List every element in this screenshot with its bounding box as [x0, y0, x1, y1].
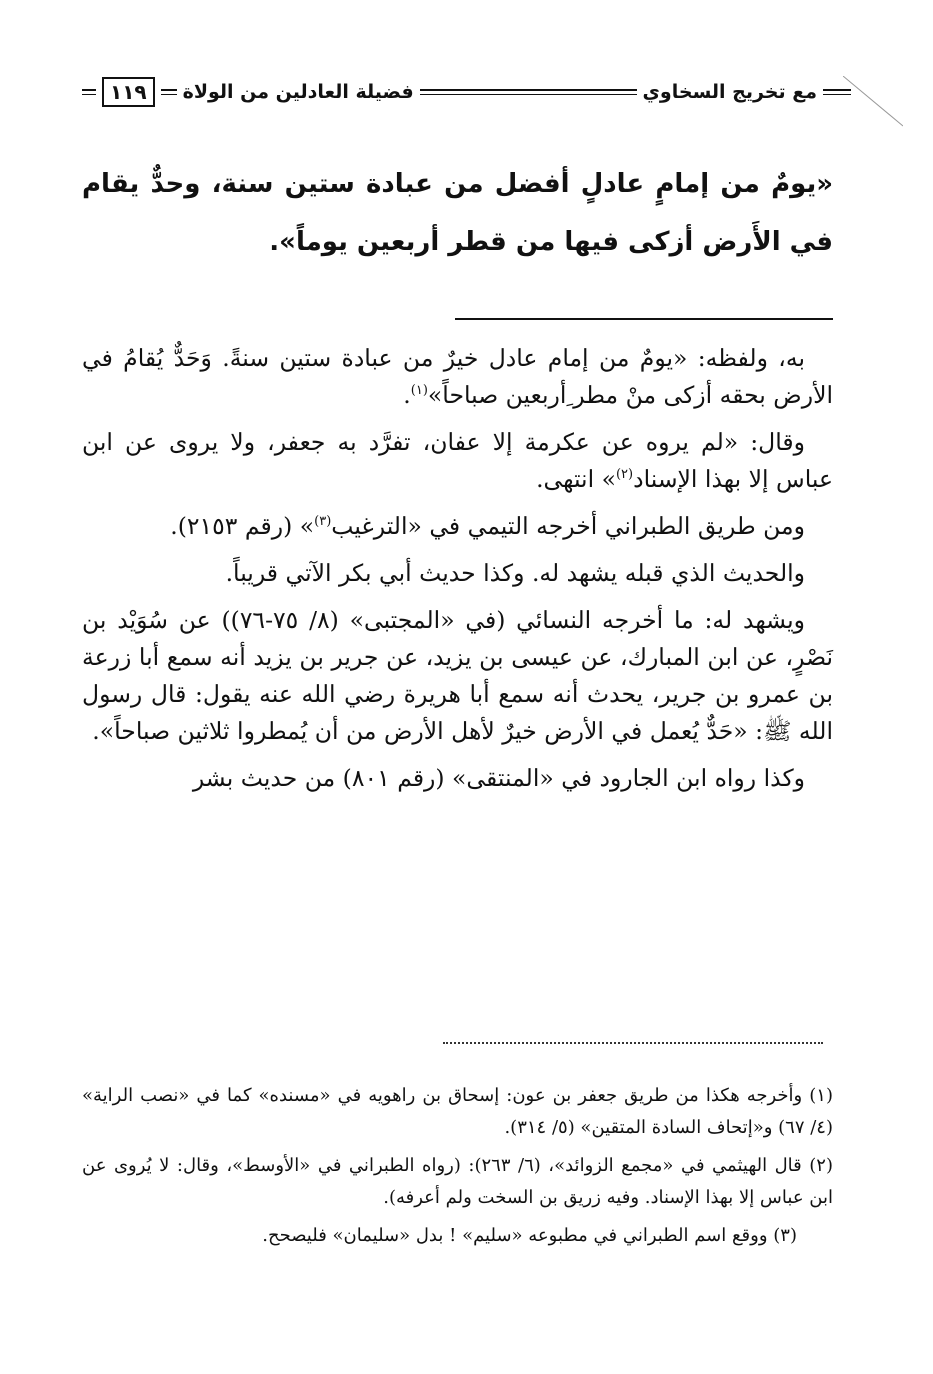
footnote-ref[interactable]: (١) — [410, 383, 428, 399]
footnote: (١) وأخرجه هكذا من طريق جعفر بن عون: إسحاق بن راهويه في «مسنده» كما في «نصب الراية» (٤/ ٦٧) و«إتحاف السادة المتقين» (٥/ ٣١٤). — [82, 1085, 833, 1138]
paragraph: به، ولفظه: «يومٌ من إمام عادل خيرٌ من عبادة ستين سنةً. وَحَدٌّ يُقامُ في الأرض بحقه أزكى منْ مطر ِأربعين صباحاً»$^{(١)}$. — [82, 344, 833, 409]
header-rule — [82, 89, 96, 95]
footnote: (٢) قال الهيثمي في «مجمع الزوائد»، (٦/ ٢٦٣): (رواه الطبراني في «الأوسط»، وقال: لا يُروى عن ابن عباس إلا بهذا الإسناد. وفيه زريق بن السخت ولم أعرفه). — [82, 1155, 833, 1208]
commentary-body — [82, 340, 833, 807]
running-header — [82, 72, 851, 112]
paragraph: ويشهد له: ما أخرجه النسائي (في «المجتبى» (٨/ ٧٥-٧٦)) عن سُوَيْد بن نَصْرٍ، عن ابن المبارك، عن عيسى بن يزيد، عن جرير بن يزيد أنه سمع أبا زرعة بن عمرو بن جرير، يحدث أنه سمع أبا هريرة رضي الله عنه يقول: قال رسول الله ﷺ: «حَدٌّ يُعمل في الأرض خيرٌ لأهل الأرض من أن يُمطروا ثلاثين صباحاً». — [82, 606, 833, 745]
footnotes — [82, 1080, 833, 1258]
paragraph: وقال: «لم يروه عن عكرمة إلا عفان، تفرَّد به جعفر، ولا يروى عن ابن عباس إلا بهذا الإسناد$^{(٢)}$» انتهى. — [82, 428, 833, 493]
page-corner-mark — [843, 76, 903, 136]
header-rule — [823, 89, 851, 95]
footnote: (٣) ووقع اسم الطبراني في مطبوعه «سليم» ! بدل «سليمان» فليصحح. — [262, 1225, 797, 1246]
header-rule — [161, 89, 177, 95]
page-number: ١١٩ — [102, 77, 155, 107]
footnote-ref[interactable]: (٢) — [615, 467, 634, 483]
running-title: فضيلة العادلين من الولاة — [182, 81, 414, 103]
footnote-ref[interactable]: (٣) — [314, 514, 332, 530]
hadith-quote: «يومٌ من إمامٍ عادلٍ أفضل من عبادة ستين سنة، وحدٌّ يقام في الأَرض أزكى فيها من قطر أربعين يوماً». — [82, 169, 833, 257]
section-separator — [455, 318, 833, 320]
paragraph: والحديث الذي قبله يشهد له. وكذا حديث أبي بكر الآتي قريباً. — [225, 559, 805, 587]
running-subtitle: مع تخريج السخاوي — [642, 81, 817, 103]
footnote-separator — [443, 1042, 823, 1046]
paragraph: وكذا رواه ابن الجارود في «المنتقى» (رقم ٨٠١) من حديث بشر — [192, 764, 805, 792]
header-rule — [420, 89, 637, 95]
paragraph: ومن طريق الطبراني أخرجه التيمي في «الترغيب$^{(٣)}$» (رقم ٢١٥٣). — [170, 512, 805, 540]
